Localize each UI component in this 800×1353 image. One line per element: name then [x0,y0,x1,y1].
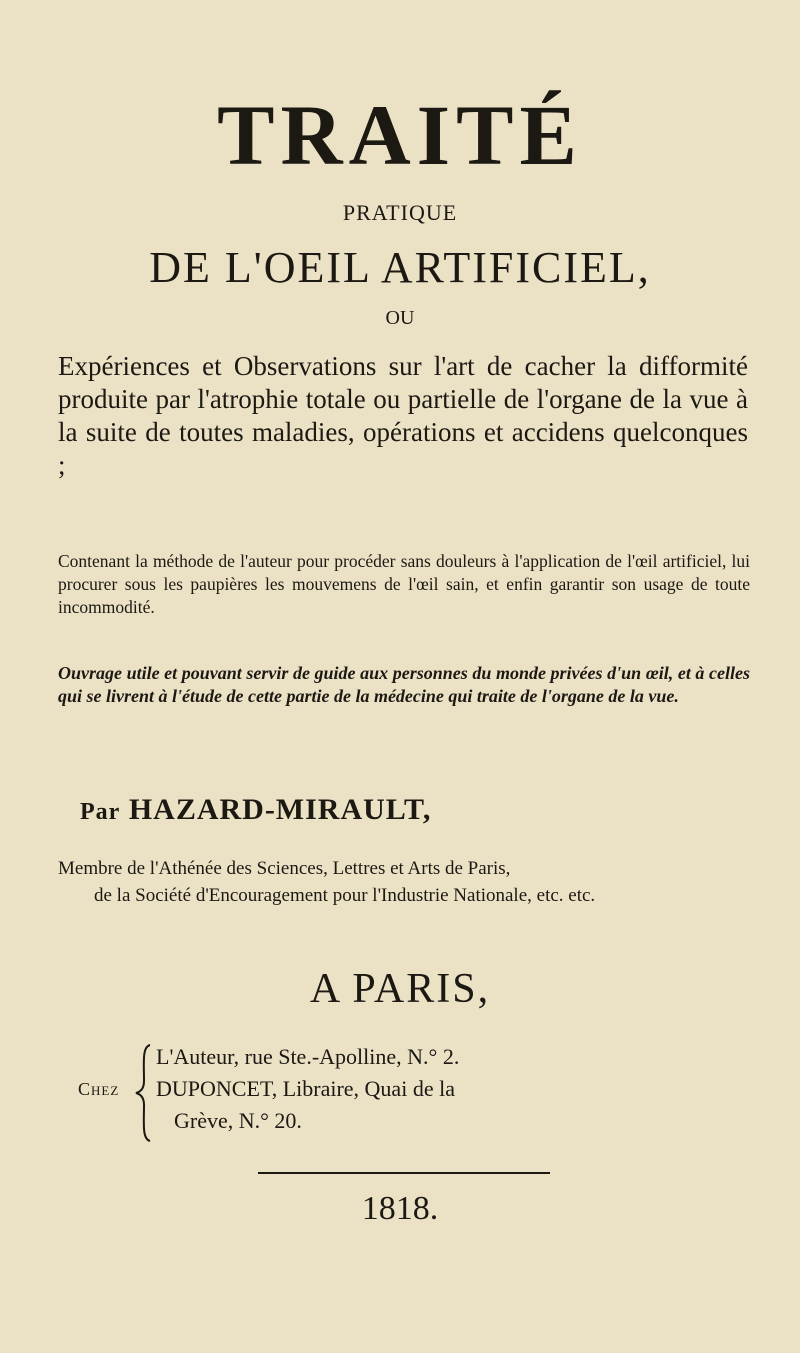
place-of-publication: A PARIS, [309,966,491,1012]
publisher-line-2: DUPONCET, Libraire, Quai de la [156,1076,455,1101]
credentials-line-1: Membre de l'Athénée des Sciences, Lettres et Arts de Paris, [58,858,511,879]
publisher-block [78,1043,758,1143]
publication-year: 1818. [361,1190,439,1227]
conjunction: OU [385,307,415,329]
contents-summary: Contenant la méthode de l'auteur pour procéder sans douleurs à l'application de l'œil artificiel, lui procurer sous les paupières les mouvemens de l'œil sain, et enfin garantir son usage de toute incommodité. [58,551,750,617]
author-line [80,793,720,827]
publisher-line-1: L'Auteur, rue Ste.-Apolline, N.° 2. [156,1044,460,1069]
book-title: TRAITÉ [217,87,583,183]
purpose-statement: Ouvrage utile et pouvant servir de guide aux personnes du monde privées d'un œil, et à celles qui se livrent à l'étude de cette partie de la médecine qui traite de l'organe de la vue. [58,663,750,706]
author-name: HAZARD-MIRAULT, [128,793,432,826]
description: Expériences et Observations sur l'art de cacher la difformité produite par l'atrophie totale ou partielle de l'organe de la vue à la suite de toutes maladies, opérations et accidens quelconques ; [58,351,748,480]
chez-label: Chez [78,1079,120,1099]
author-credentials [58,855,750,909]
brace-icon [134,1043,152,1143]
publisher-line-3: Grève, N.° 20. [174,1108,302,1133]
main-title: DE L'OEIL ARTIFICIEL, [149,243,651,292]
credentials-line-2: de la Société d'Encouragement pour l'Industrie Nationale, etc. etc. [94,885,596,906]
book-subtitle: PRATIQUE [342,200,458,225]
divider-rule [258,1172,550,1174]
author-prefix: Par [80,799,121,825]
